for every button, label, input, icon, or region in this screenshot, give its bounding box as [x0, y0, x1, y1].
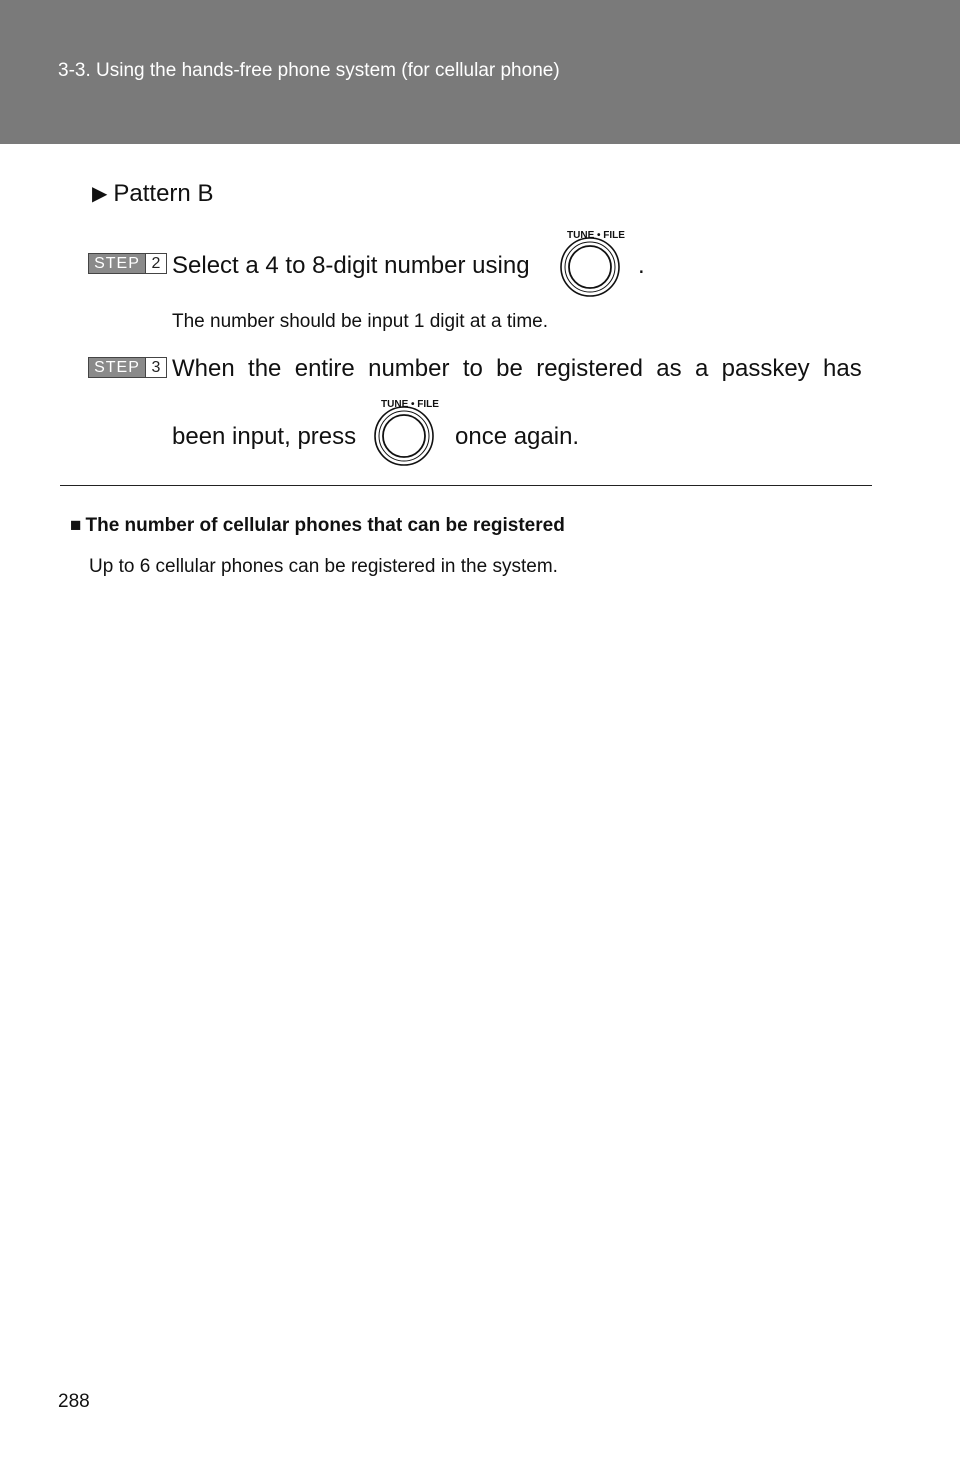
step-3-line-1: When the entire number to be registered as a passkey has [172, 355, 862, 382]
step-3-line-2-start: been input, press [172, 423, 357, 450]
tune-file-knob-icon [372, 395, 442, 472]
section-title: 3-3. Using the hands-free phone system (for cellular phone) [58, 60, 560, 81]
section-divider [60, 485, 872, 486]
step-2-badge [88, 253, 167, 274]
step-number: 3 [145, 358, 166, 377]
step-3-line-2-end: once again. [455, 423, 580, 450]
step-2-note: The number should be input 1 digit at a time. [172, 311, 549, 332]
triangle-right-icon: ▶ [92, 183, 108, 205]
pattern-label [92, 180, 213, 208]
tune-file-knob-icon [558, 226, 628, 303]
step-word: STEP [89, 254, 145, 273]
knob-label: TUNE • FILE [381, 399, 439, 410]
step-2-period: . [638, 252, 645, 279]
page-header [0, 0, 960, 144]
step-3-badge [88, 357, 167, 378]
step-number: 2 [145, 254, 166, 273]
info-body: Up to 6 cellular phones can be registered in the system. [89, 556, 558, 577]
knob-label: TUNE • FILE [567, 230, 625, 241]
page-number: 288 [58, 1391, 90, 1412]
square-bullet-icon: ■ [70, 515, 82, 536]
info-heading [70, 515, 565, 537]
step-2-text: Select a 4 to 8-digit number using [172, 252, 530, 279]
info-heading-text: The number of cellular phones that can be registered [85, 515, 565, 536]
pattern-text: Pattern B [113, 180, 214, 207]
step-word: STEP [89, 358, 145, 377]
